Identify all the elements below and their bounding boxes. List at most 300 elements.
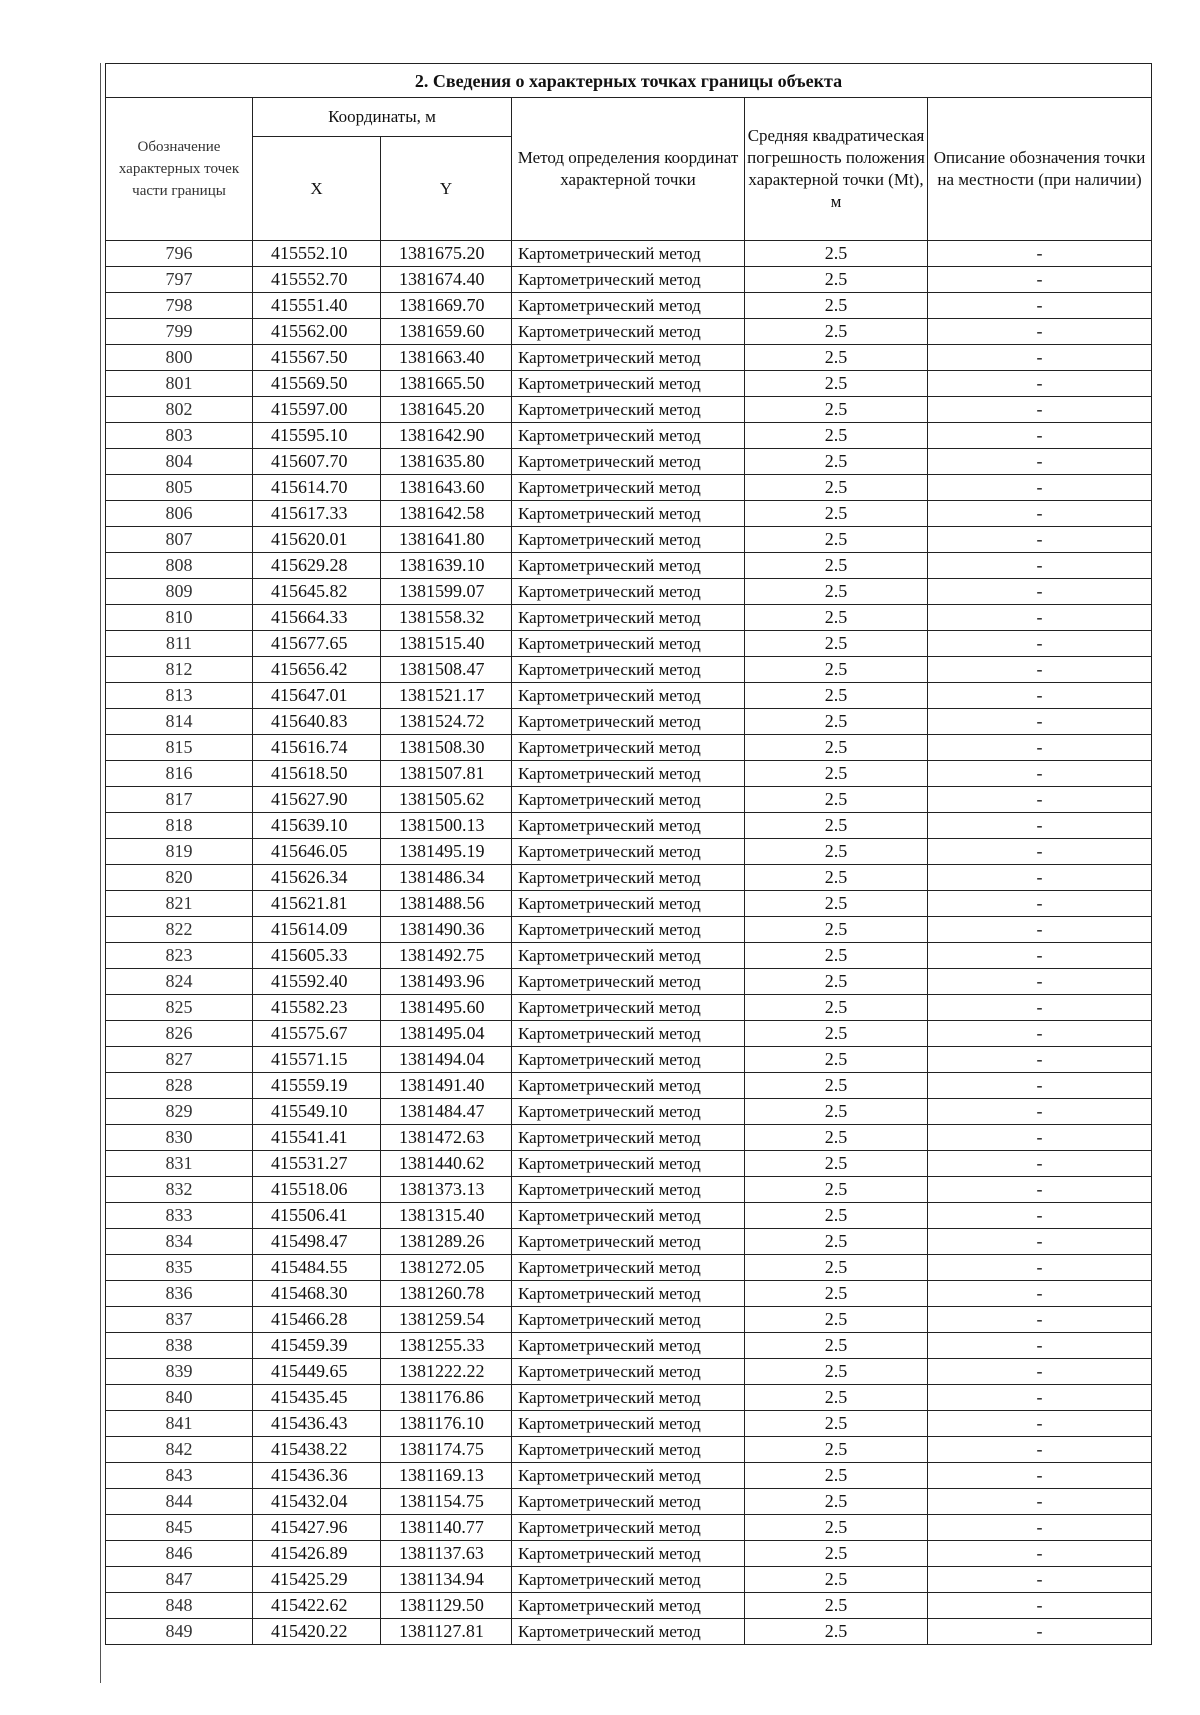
- x-coordinate-cell: 415621.81: [253, 891, 381, 917]
- description-cell: -: [928, 501, 1152, 527]
- description-cell: -: [928, 241, 1152, 267]
- y-coordinate-cell: 1381495.19: [381, 839, 512, 865]
- x-coordinate-cell: 415518.06: [253, 1177, 381, 1203]
- point-id-cell: 818: [106, 813, 253, 839]
- y-coordinate-cell: 1381659.60: [381, 319, 512, 345]
- description-cell: -: [928, 527, 1152, 553]
- y-coordinate-cell: 1381663.40: [381, 345, 512, 371]
- method-cell: Картометрический метод: [512, 1463, 745, 1489]
- method-cell: Картометрический метод: [512, 683, 745, 709]
- x-coordinate-cell: 415549.10: [253, 1099, 381, 1125]
- y-coordinate-cell: 1381642.58: [381, 501, 512, 527]
- accuracy-cell: 2.5: [745, 891, 928, 917]
- point-id-cell: 842: [106, 1437, 253, 1463]
- method-cell: Картометрический метод: [512, 1151, 745, 1177]
- description-cell: -: [928, 995, 1152, 1021]
- description-cell: -: [928, 1411, 1152, 1437]
- point-id-cell: 805: [106, 475, 253, 501]
- y-coordinate-cell: 1381493.96: [381, 969, 512, 995]
- method-cell: Картометрический метод: [512, 1489, 745, 1515]
- point-id-cell: 846: [106, 1541, 253, 1567]
- point-id-cell: 802: [106, 397, 253, 423]
- table-row: [106, 1359, 1152, 1385]
- table-row: [106, 241, 1152, 267]
- x-coordinate-cell: 415459.39: [253, 1333, 381, 1359]
- table-row: [106, 1099, 1152, 1125]
- point-id-cell: 813: [106, 683, 253, 709]
- method-cell: Картометрический метод: [512, 1437, 745, 1463]
- method-cell: Картометрический метод: [512, 761, 745, 787]
- x-coordinate-cell: 415645.82: [253, 579, 381, 605]
- accuracy-cell: 2.5: [745, 345, 928, 371]
- y-coordinate-cell: 1381289.26: [381, 1229, 512, 1255]
- accuracy-cell: 2.5: [745, 1021, 928, 1047]
- header-method: Метод определения координат характерной точки: [512, 98, 745, 241]
- method-cell: Картометрический метод: [512, 891, 745, 917]
- table-row: [106, 1463, 1152, 1489]
- x-coordinate-cell: 415592.40: [253, 969, 381, 995]
- method-cell: Картометрический метод: [512, 501, 745, 527]
- x-coordinate-cell: 415677.65: [253, 631, 381, 657]
- table-row: [106, 605, 1152, 631]
- table-row: [106, 293, 1152, 319]
- point-id-cell: 835: [106, 1255, 253, 1281]
- y-coordinate-cell: 1381137.63: [381, 1541, 512, 1567]
- description-cell: -: [928, 1125, 1152, 1151]
- description-cell: -: [928, 1281, 1152, 1307]
- point-id-cell: 798: [106, 293, 253, 319]
- description-cell: -: [928, 1489, 1152, 1515]
- document-frame: [105, 63, 1151, 1683]
- method-cell: Картометрический метод: [512, 319, 745, 345]
- description-cell: -: [928, 1541, 1152, 1567]
- accuracy-cell: 2.5: [745, 1203, 928, 1229]
- y-coordinate-cell: 1381599.07: [381, 579, 512, 605]
- point-id-cell: 811: [106, 631, 253, 657]
- table-row: [106, 917, 1152, 943]
- accuracy-cell: 2.5: [745, 267, 928, 293]
- y-coordinate-cell: 1381176.86: [381, 1385, 512, 1411]
- x-coordinate-cell: 415432.04: [253, 1489, 381, 1515]
- point-id-cell: 816: [106, 761, 253, 787]
- point-id-cell: 830: [106, 1125, 253, 1151]
- accuracy-cell: 2.5: [745, 553, 928, 579]
- table-row: [106, 657, 1152, 683]
- point-id-cell: 833: [106, 1203, 253, 1229]
- method-cell: Картометрический метод: [512, 579, 745, 605]
- description-cell: -: [928, 1567, 1152, 1593]
- x-coordinate-cell: 415427.96: [253, 1515, 381, 1541]
- method-cell: Картометрический метод: [512, 1255, 745, 1281]
- method-cell: Картометрический метод: [512, 709, 745, 735]
- y-coordinate-cell: 1381495.60: [381, 995, 512, 1021]
- point-id-cell: 804: [106, 449, 253, 475]
- accuracy-cell: 2.5: [745, 319, 928, 345]
- table-row: [106, 1411, 1152, 1437]
- method-cell: Картометрический метод: [512, 241, 745, 267]
- section-title: 2. Сведения о характерных точках границы объекта: [106, 64, 1152, 98]
- accuracy-cell: 2.5: [745, 1385, 928, 1411]
- method-cell: Картометрический метод: [512, 1047, 745, 1073]
- accuracy-cell: 2.5: [745, 1047, 928, 1073]
- x-coordinate-cell: 415595.10: [253, 423, 381, 449]
- y-coordinate-cell: 1381507.81: [381, 761, 512, 787]
- accuracy-cell: 2.5: [745, 1359, 928, 1385]
- description-cell: -: [928, 319, 1152, 345]
- description-cell: -: [928, 1307, 1152, 1333]
- table-row: [106, 1021, 1152, 1047]
- point-id-cell: 824: [106, 969, 253, 995]
- description-cell: -: [928, 1177, 1152, 1203]
- description-cell: -: [928, 631, 1152, 657]
- point-id-cell: 848: [106, 1593, 253, 1619]
- method-cell: Картометрический метод: [512, 475, 745, 501]
- method-cell: Картометрический метод: [512, 1593, 745, 1619]
- header-point-id: Обозначение характерных точек части границы: [106, 98, 253, 241]
- method-cell: Картометрический метод: [512, 943, 745, 969]
- accuracy-cell: 2.5: [745, 397, 928, 423]
- point-id-cell: 801: [106, 371, 253, 397]
- point-id-cell: 806: [106, 501, 253, 527]
- point-id-cell: 841: [106, 1411, 253, 1437]
- table-row: [106, 1073, 1152, 1099]
- boundary-points-table: [105, 63, 1152, 1645]
- accuracy-cell: 2.5: [745, 1151, 928, 1177]
- description-cell: -: [928, 449, 1152, 475]
- method-cell: Картометрический метод: [512, 865, 745, 891]
- accuracy-cell: 2.5: [745, 527, 928, 553]
- table-row: [106, 1047, 1152, 1073]
- description-cell: -: [928, 553, 1152, 579]
- y-coordinate-cell: 1381524.72: [381, 709, 512, 735]
- header-accuracy: Средняя квадратическая погрешность положения характерной точки (Mt), м: [745, 98, 928, 241]
- table-row: [106, 1151, 1152, 1177]
- description-cell: -: [928, 1515, 1152, 1541]
- y-coordinate-cell: 1381635.80: [381, 449, 512, 475]
- accuracy-cell: 2.5: [745, 683, 928, 709]
- description-cell: -: [928, 657, 1152, 683]
- x-coordinate-cell: 415664.33: [253, 605, 381, 631]
- method-cell: Картометрический метод: [512, 1333, 745, 1359]
- method-cell: Картометрический метод: [512, 995, 745, 1021]
- description-cell: -: [928, 839, 1152, 865]
- point-id-cell: 847: [106, 1567, 253, 1593]
- description-cell: -: [928, 1593, 1152, 1619]
- accuracy-cell: 2.5: [745, 1593, 928, 1619]
- point-id-cell: 799: [106, 319, 253, 345]
- accuracy-cell: 2.5: [745, 787, 928, 813]
- y-coordinate-cell: 1381495.04: [381, 1021, 512, 1047]
- accuracy-cell: 2.5: [745, 371, 928, 397]
- table-row: [106, 813, 1152, 839]
- table-row: [106, 1281, 1152, 1307]
- y-coordinate-cell: 1381134.94: [381, 1567, 512, 1593]
- x-coordinate-cell: 415498.47: [253, 1229, 381, 1255]
- y-coordinate-cell: 1381500.13: [381, 813, 512, 839]
- header-y: Y: [381, 137, 512, 241]
- table-row: [106, 995, 1152, 1021]
- point-id-cell: 836: [106, 1281, 253, 1307]
- x-coordinate-cell: 415571.15: [253, 1047, 381, 1073]
- point-id-cell: 828: [106, 1073, 253, 1099]
- table-row: [106, 839, 1152, 865]
- point-id-cell: 825: [106, 995, 253, 1021]
- x-coordinate-cell: 415531.27: [253, 1151, 381, 1177]
- y-coordinate-cell: 1381508.30: [381, 735, 512, 761]
- description-cell: -: [928, 397, 1152, 423]
- method-cell: Картометрический метод: [512, 1541, 745, 1567]
- description-cell: -: [928, 735, 1152, 761]
- method-cell: Картометрический метод: [512, 1385, 745, 1411]
- y-coordinate-cell: 1381558.32: [381, 605, 512, 631]
- accuracy-cell: 2.5: [745, 813, 928, 839]
- description-cell: -: [928, 1047, 1152, 1073]
- point-id-cell: 807: [106, 527, 253, 553]
- x-coordinate-cell: 415640.83: [253, 709, 381, 735]
- method-cell: Картометрический метод: [512, 397, 745, 423]
- point-id-cell: 823: [106, 943, 253, 969]
- method-cell: Картометрический метод: [512, 917, 745, 943]
- point-id-cell: 832: [106, 1177, 253, 1203]
- x-coordinate-cell: 415620.01: [253, 527, 381, 553]
- method-cell: Картометрический метод: [512, 1567, 745, 1593]
- point-id-cell: 843: [106, 1463, 253, 1489]
- table-row: [106, 527, 1152, 553]
- header-x: X: [253, 137, 381, 241]
- description-cell: -: [928, 969, 1152, 995]
- y-coordinate-cell: 1381674.40: [381, 267, 512, 293]
- point-id-cell: 817: [106, 787, 253, 813]
- description-cell: -: [928, 709, 1152, 735]
- description-cell: -: [928, 1333, 1152, 1359]
- y-coordinate-cell: 1381505.62: [381, 787, 512, 813]
- description-cell: -: [928, 1203, 1152, 1229]
- description-cell: -: [928, 293, 1152, 319]
- accuracy-cell: 2.5: [745, 1489, 928, 1515]
- description-cell: -: [928, 761, 1152, 787]
- y-coordinate-cell: 1381255.33: [381, 1333, 512, 1359]
- description-cell: -: [928, 1463, 1152, 1489]
- y-coordinate-cell: 1381169.13: [381, 1463, 512, 1489]
- x-coordinate-cell: 415646.05: [253, 839, 381, 865]
- table-row: [106, 319, 1152, 345]
- method-cell: Картометрический метод: [512, 1177, 745, 1203]
- point-id-cell: 800: [106, 345, 253, 371]
- table-row: [106, 1567, 1152, 1593]
- method-cell: Картометрический метод: [512, 449, 745, 475]
- header-coordinates: Координаты, м: [253, 98, 512, 137]
- y-coordinate-cell: 1381488.56: [381, 891, 512, 917]
- x-coordinate-cell: 415422.62: [253, 1593, 381, 1619]
- y-coordinate-cell: 1381641.80: [381, 527, 512, 553]
- description-cell: -: [928, 1073, 1152, 1099]
- accuracy-cell: 2.5: [745, 995, 928, 1021]
- x-coordinate-cell: 415552.70: [253, 267, 381, 293]
- y-coordinate-cell: 1381521.17: [381, 683, 512, 709]
- x-coordinate-cell: 415582.23: [253, 995, 381, 1021]
- table-row: [106, 1593, 1152, 1619]
- table-row: [106, 1541, 1152, 1567]
- method-cell: Картометрический метод: [512, 1307, 745, 1333]
- y-coordinate-cell: 1381486.34: [381, 865, 512, 891]
- y-coordinate-cell: 1381129.50: [381, 1593, 512, 1619]
- point-id-cell: 819: [106, 839, 253, 865]
- method-cell: Картометрический метод: [512, 1281, 745, 1307]
- method-cell: Картометрический метод: [512, 787, 745, 813]
- method-cell: Картометрический метод: [512, 293, 745, 319]
- table-row: [106, 631, 1152, 657]
- table-row: [106, 1437, 1152, 1463]
- point-id-cell: 796: [106, 241, 253, 267]
- point-id-cell: 834: [106, 1229, 253, 1255]
- x-coordinate-cell: 415466.28: [253, 1307, 381, 1333]
- method-cell: Картометрический метод: [512, 657, 745, 683]
- method-cell: Картометрический метод: [512, 345, 745, 371]
- y-coordinate-cell: 1381494.04: [381, 1047, 512, 1073]
- point-id-cell: 840: [106, 1385, 253, 1411]
- y-coordinate-cell: 1381472.63: [381, 1125, 512, 1151]
- x-coordinate-cell: 415569.50: [253, 371, 381, 397]
- y-coordinate-cell: 1381176.10: [381, 1411, 512, 1437]
- accuracy-cell: 2.5: [745, 501, 928, 527]
- table-row: [106, 735, 1152, 761]
- x-coordinate-cell: 415618.50: [253, 761, 381, 787]
- x-coordinate-cell: 415626.34: [253, 865, 381, 891]
- table-row: [106, 501, 1152, 527]
- accuracy-cell: 2.5: [745, 1073, 928, 1099]
- point-id-cell: 845: [106, 1515, 253, 1541]
- x-coordinate-cell: 415607.70: [253, 449, 381, 475]
- point-id-cell: 810: [106, 605, 253, 631]
- table-row: [106, 709, 1152, 735]
- table-row: [106, 553, 1152, 579]
- table-row: [106, 943, 1152, 969]
- accuracy-cell: 2.5: [745, 917, 928, 943]
- point-id-cell: 808: [106, 553, 253, 579]
- y-coordinate-cell: 1381260.78: [381, 1281, 512, 1307]
- table-row: [106, 579, 1152, 605]
- header-description: Описание обозначения точки на местности (при наличии): [928, 98, 1152, 241]
- point-id-cell: 809: [106, 579, 253, 605]
- method-cell: Картометрический метод: [512, 423, 745, 449]
- x-coordinate-cell: 415639.10: [253, 813, 381, 839]
- description-cell: -: [928, 917, 1152, 943]
- method-cell: Картометрический метод: [512, 969, 745, 995]
- point-id-cell: 821: [106, 891, 253, 917]
- accuracy-cell: 2.5: [745, 1463, 928, 1489]
- y-coordinate-cell: 1381515.40: [381, 631, 512, 657]
- method-cell: Картометрический метод: [512, 1099, 745, 1125]
- y-coordinate-cell: 1381174.75: [381, 1437, 512, 1463]
- description-cell: -: [928, 1229, 1152, 1255]
- description-cell: -: [928, 683, 1152, 709]
- x-coordinate-cell: 415435.45: [253, 1385, 381, 1411]
- table-row: [106, 1229, 1152, 1255]
- accuracy-cell: 2.5: [745, 1307, 928, 1333]
- point-id-cell: 838: [106, 1333, 253, 1359]
- method-cell: Картометрический метод: [512, 1359, 745, 1385]
- y-coordinate-cell: 1381665.50: [381, 371, 512, 397]
- y-coordinate-cell: 1381484.47: [381, 1099, 512, 1125]
- accuracy-cell: 2.5: [745, 1281, 928, 1307]
- table-row: [106, 1619, 1152, 1645]
- table-row: [106, 475, 1152, 501]
- point-id-cell: 815: [106, 735, 253, 761]
- table-row: [106, 397, 1152, 423]
- y-coordinate-cell: 1381222.22: [381, 1359, 512, 1385]
- table-row: [106, 1515, 1152, 1541]
- description-cell: -: [928, 1359, 1152, 1385]
- x-coordinate-cell: 415438.22: [253, 1437, 381, 1463]
- x-coordinate-cell: 415506.41: [253, 1203, 381, 1229]
- method-cell: Картометрический метод: [512, 553, 745, 579]
- description-cell: -: [928, 579, 1152, 605]
- description-cell: -: [928, 943, 1152, 969]
- accuracy-cell: 2.5: [745, 423, 928, 449]
- y-coordinate-cell: 1381154.75: [381, 1489, 512, 1515]
- method-cell: Картометрический метод: [512, 1203, 745, 1229]
- accuracy-cell: 2.5: [745, 657, 928, 683]
- accuracy-cell: 2.5: [745, 1437, 928, 1463]
- point-id-cell: 826: [106, 1021, 253, 1047]
- accuracy-cell: 2.5: [745, 631, 928, 657]
- y-coordinate-cell: 1381490.36: [381, 917, 512, 943]
- x-coordinate-cell: 415617.33: [253, 501, 381, 527]
- x-coordinate-cell: 415605.33: [253, 943, 381, 969]
- accuracy-cell: 2.5: [745, 1619, 928, 1645]
- accuracy-cell: 2.5: [745, 1411, 928, 1437]
- table-row: [106, 267, 1152, 293]
- table-row: [106, 683, 1152, 709]
- point-id-cell: 797: [106, 267, 253, 293]
- accuracy-cell: 2.5: [745, 865, 928, 891]
- table-row: [106, 761, 1152, 787]
- x-coordinate-cell: 415552.10: [253, 241, 381, 267]
- method-cell: Картометрический метод: [512, 1125, 745, 1151]
- point-id-cell: 820: [106, 865, 253, 891]
- table-row: [106, 345, 1152, 371]
- x-coordinate-cell: 415484.55: [253, 1255, 381, 1281]
- accuracy-cell: 2.5: [745, 839, 928, 865]
- x-coordinate-cell: 415559.19: [253, 1073, 381, 1099]
- y-coordinate-cell: 1381272.05: [381, 1255, 512, 1281]
- accuracy-cell: 2.5: [745, 1177, 928, 1203]
- y-coordinate-cell: 1381492.75: [381, 943, 512, 969]
- accuracy-cell: 2.5: [745, 969, 928, 995]
- x-coordinate-cell: 415575.67: [253, 1021, 381, 1047]
- method-cell: Картометрический метод: [512, 527, 745, 553]
- description-cell: -: [928, 787, 1152, 813]
- table-row: [106, 1255, 1152, 1281]
- description-cell: -: [928, 1619, 1152, 1645]
- description-cell: -: [928, 267, 1152, 293]
- description-cell: -: [928, 813, 1152, 839]
- description-cell: -: [928, 1385, 1152, 1411]
- description-cell: -: [928, 475, 1152, 501]
- y-coordinate-cell: 1381491.40: [381, 1073, 512, 1099]
- method-cell: Картометрический метод: [512, 1229, 745, 1255]
- method-cell: Картометрический метод: [512, 605, 745, 631]
- method-cell: Картометрический метод: [512, 735, 745, 761]
- accuracy-cell: 2.5: [745, 943, 928, 969]
- method-cell: Картометрический метод: [512, 839, 745, 865]
- x-coordinate-cell: 415420.22: [253, 1619, 381, 1645]
- x-coordinate-cell: 415656.42: [253, 657, 381, 683]
- accuracy-cell: 2.5: [745, 1255, 928, 1281]
- accuracy-cell: 2.5: [745, 1333, 928, 1359]
- method-cell: Картометрический метод: [512, 1073, 745, 1099]
- x-coordinate-cell: 415426.89: [253, 1541, 381, 1567]
